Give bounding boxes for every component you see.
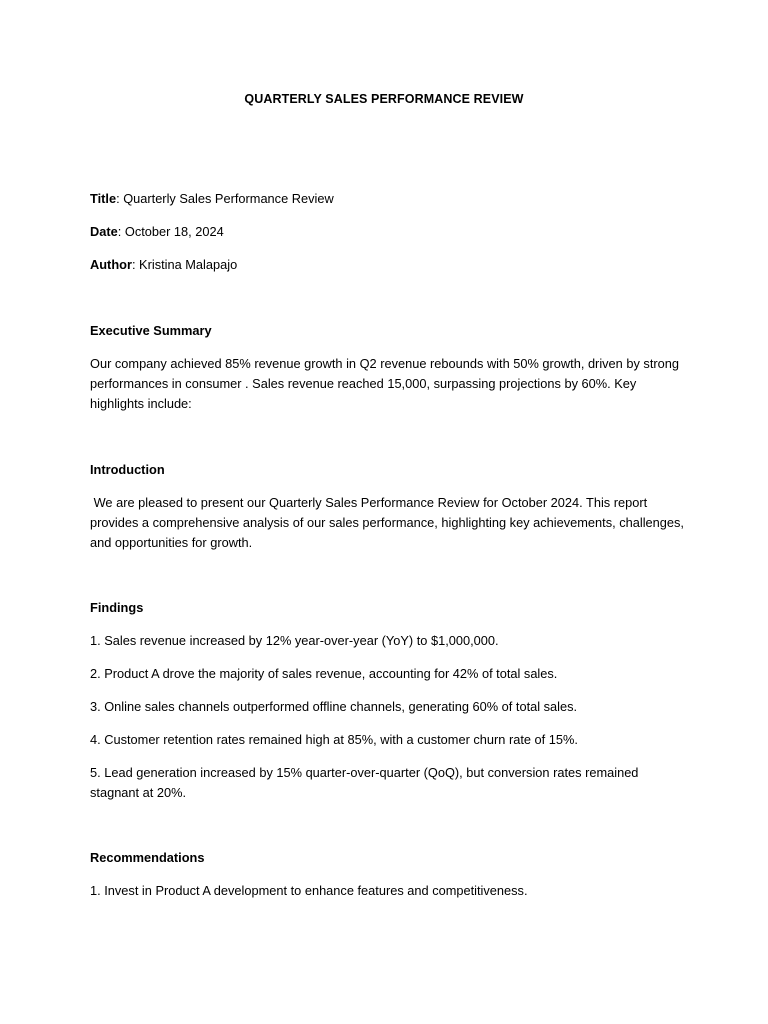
executive-summary-body: Our company achieved 85% revenue growth in Q2 revenue rebounds with 50% growth, driven by strong performances in consumer . Sales revenue reached 15,000, surpassing projections by 60%. Key highlights include: bbox=[90, 356, 679, 411]
document-header-title: QUARTERLY SALES PERFORMANCE REVIEW bbox=[244, 92, 524, 106]
findings-heading: Findings bbox=[90, 600, 144, 615]
meta-date-line bbox=[90, 222, 690, 242]
meta-author-label: Author bbox=[90, 257, 132, 272]
recommendations-item: 1. Invest in Product A development to enhance features and competitiveness. bbox=[90, 883, 528, 898]
introduction-heading: Introduction bbox=[90, 462, 165, 477]
findings-item: 4. Customer retention rates remained high at 85%, with a customer churn rate of 15%. bbox=[90, 732, 578, 747]
meta-author-value: : Kristina Malapajo bbox=[131, 257, 238, 272]
recommendations-heading: Recommendations bbox=[90, 850, 205, 865]
executive-summary-heading: Executive Summary bbox=[90, 323, 212, 338]
findings-item: 5. Lead generation increased by 15% quarter-over-quarter (QoQ), but conversion rates remained stagnant at 20%. bbox=[90, 765, 639, 800]
meta-author-line bbox=[90, 255, 690, 275]
findings-item: 2. Product A drove the majority of sales revenue, accounting for 42% of total sales. bbox=[90, 666, 558, 681]
meta-date-label: Date bbox=[90, 224, 118, 239]
meta-date-value: : October 18, 2024 bbox=[117, 224, 224, 239]
meta-title-value: : Quarterly Sales Performance Review bbox=[116, 191, 334, 206]
introduction-body: We are pleased to present our Quarterly Sales Performance Review for October 2024. This report provides a comprehensive analysis of our sales performance, highlighting key achievements, challenges, and opportunities for growth. bbox=[90, 495, 688, 550]
findings-item: 3. Online sales channels outperformed offline channels, generating 60% of total sales. bbox=[90, 699, 578, 714]
meta-title-line bbox=[90, 189, 690, 209]
meta-title-label: Title bbox=[90, 191, 117, 206]
findings-item: 1. Sales revenue increased by 12% year-over-year (YoY) to $1,000,000. bbox=[90, 633, 499, 648]
